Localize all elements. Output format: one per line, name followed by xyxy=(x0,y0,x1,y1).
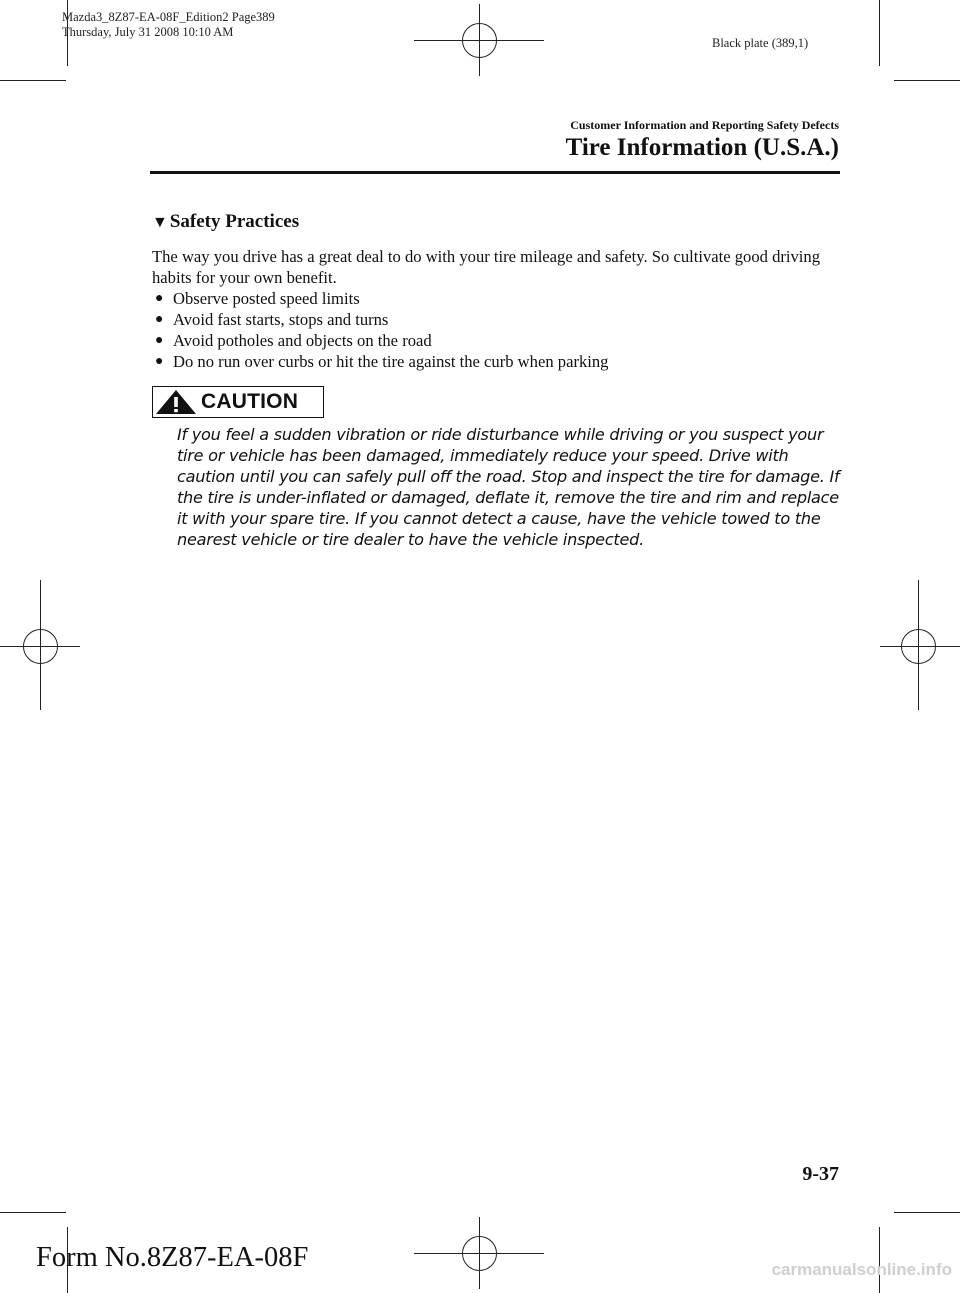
section-heading xyxy=(152,211,299,233)
bullet-icon: ● xyxy=(155,333,164,348)
list-item: ● Observe posted speed limits xyxy=(155,289,360,308)
caution-text: If you feel a sudden vibration or ride disturbance while driving or you suspect your tire or vehicle has been damaged, immediately reduce your speed. Drive with caution until you can safely pull off the road. Stop and inspect the tire for damage. If the tire is under-inflated or damaged, deflate it, remove the tire and rim and replace it with your spare tire. If you cannot detect a cause, have the vehicle towed to the nearest vehicle or tire dealer to have the vehicle inspected. xyxy=(177,425,840,549)
list-item: ● Avoid potholes and objects on the road xyxy=(155,331,432,350)
page-number: 9-37 xyxy=(802,1163,839,1185)
watermark: carmanualsonline.info xyxy=(771,1260,952,1279)
bullet-icon: ● xyxy=(155,354,164,369)
intro-paragraph: The way you drive has a great deal to do with your tire mileage and safety. So cultivate good driving habits for your own benefit. xyxy=(152,247,821,287)
slug-line-1: Mazda3_8Z87-EA-08F_Edition2 Page389 xyxy=(62,10,275,24)
section-heading-text: Safety Practices xyxy=(169,211,300,232)
list-item: ● Avoid fast starts, stops and turns xyxy=(155,310,389,329)
warning-icon xyxy=(155,389,197,415)
slug-line-2: Thursday, July 31 2008 10:10 AM xyxy=(62,25,234,39)
triangle-marker-icon: ▼ xyxy=(152,214,168,231)
practices-list xyxy=(152,288,608,372)
bullet-icon: ● xyxy=(155,312,164,327)
list-item: ● Do no run over curbs or hit the tire against the curb when parking xyxy=(155,352,609,371)
caution-label: CAUTION xyxy=(201,390,299,413)
form-number: Form No.8Z87-EA-08F xyxy=(36,1242,309,1273)
header-rule xyxy=(150,171,840,174)
bullet-icon: ● xyxy=(155,291,164,306)
page-title: Tire Information (U.S.A.) xyxy=(565,134,839,161)
print-slug xyxy=(62,10,275,40)
plate-label: Black plate (389,1) xyxy=(712,36,809,50)
header-section-name: Customer Information and Reporting Safety Defects xyxy=(570,118,839,132)
caution-box xyxy=(152,386,324,418)
